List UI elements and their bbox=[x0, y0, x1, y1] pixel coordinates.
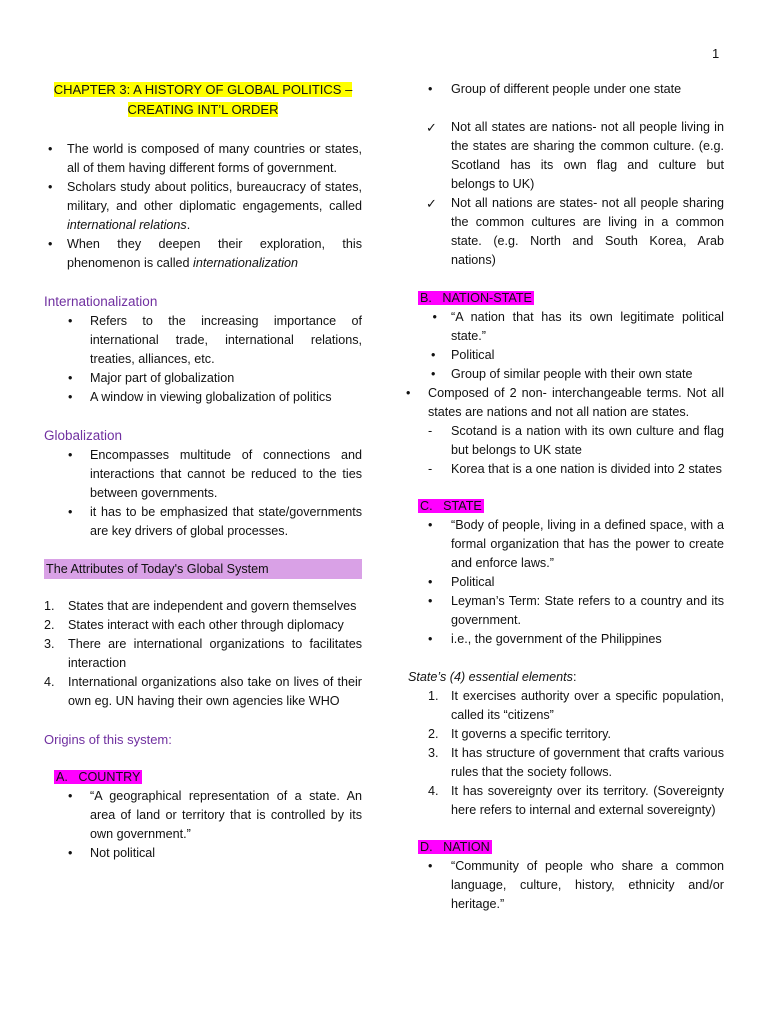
list-number: 4. bbox=[428, 784, 439, 798]
attributes-item: 1. States that are independent and govern themselves bbox=[44, 597, 362, 616]
left-column bbox=[44, 80, 362, 863]
attributes-heading: The Attributes of Today's Global System bbox=[44, 559, 362, 579]
page-number: 1 bbox=[712, 46, 720, 61]
intro-bullet: • The world is composed of many countries or states, all of them having different forms of government. bbox=[48, 142, 362, 175]
country-heading: A. COUNTRY bbox=[56, 770, 141, 784]
state-heading: C. STATE bbox=[420, 499, 482, 513]
country-bullet: • Not political bbox=[44, 844, 362, 863]
essentials-item: 2. It governs a specific territory. bbox=[412, 725, 724, 744]
dash-item: - Korea that is a one nation is divided into 2 states bbox=[412, 460, 724, 479]
bullet-icon: • bbox=[428, 859, 433, 873]
bullet-icon: • bbox=[431, 367, 436, 381]
bullet-icon: • bbox=[406, 386, 411, 400]
nation-bullet: • “Community of people who share a common language, culture, history, ethnicity and/or heritage.” bbox=[428, 859, 724, 911]
checkmark-icon: ✓ bbox=[426, 196, 437, 211]
nation-state-bullet: • “A nation that has its own legitimate political state.” bbox=[429, 310, 724, 343]
bullet-icon: • bbox=[431, 348, 436, 362]
bullet-icon: • bbox=[428, 575, 433, 589]
essentials-item: 4. It has sovereignty over its territory. (Sovereignty here refers to internal and external sovereignty) bbox=[428, 784, 724, 817]
list-number: 1. bbox=[44, 599, 55, 613]
essentials-item: 1. It exercises authority over a specific population, called its “citizens” bbox=[428, 689, 724, 722]
list-number: 2. bbox=[44, 618, 55, 632]
list-number: 2. bbox=[428, 727, 439, 741]
chapter-title-line2: CREATING INT’L ORDER bbox=[127, 102, 279, 117]
bullet-icon: • bbox=[428, 632, 433, 646]
right-column bbox=[406, 80, 724, 914]
attributes-item: 4. International organizations also take on lives of their own eg. UN having their own agencies like WHO bbox=[44, 675, 362, 708]
bullet-icon: • bbox=[428, 518, 433, 532]
globalization-bullet: • it has to be emphasized that state/governments are key drivers of global processes. bbox=[68, 505, 362, 538]
bullet-icon: • bbox=[68, 371, 73, 385]
state-bullet: • i.e., the government of the Philippines bbox=[412, 630, 724, 649]
dash-item: - Scotand is a nation with its own culture and flag but belongs to UK state bbox=[428, 424, 724, 457]
internationalization-bullet: • Major part of globalization bbox=[44, 369, 362, 388]
dash-icon: - bbox=[428, 462, 433, 476]
nation-state-bullet: • Group of similar people with their own state bbox=[412, 365, 724, 384]
bullet-icon: • bbox=[429, 310, 437, 324]
checkmark-icon: ✓ bbox=[426, 120, 437, 135]
bullet-icon: • bbox=[68, 390, 73, 404]
nation-heading: D. NATION bbox=[420, 840, 490, 854]
internationalization-bullet: • A window in viewing globalization of politics bbox=[44, 388, 362, 407]
origins-heading: Origins of this system: bbox=[44, 732, 172, 747]
composed-bullet: • Composed of 2 non- interchangeable terms. Not all states are nations and not all nation are states. bbox=[406, 386, 724, 419]
state-bullet: • Political bbox=[412, 573, 724, 592]
list-number: 3. bbox=[44, 637, 55, 651]
bullet-icon: • bbox=[68, 789, 73, 803]
bullet-icon: • bbox=[68, 846, 73, 860]
check-item: ✓ Not all states are nations- not all people living in the states are sharing the common culture. (e.g. Scotland has its own flag and culture but belongs to UK) bbox=[426, 120, 724, 191]
bullet-icon: • bbox=[48, 180, 53, 194]
list-number: 3. bbox=[428, 746, 439, 760]
right-top-bullet: • Group of different people under one state bbox=[412, 80, 724, 99]
intro-bullet: • Scholars study about politics, bureaucracy of states, military, and other diplomatic engagements, called international relations. bbox=[48, 180, 362, 232]
globalization-bullet: • Encompasses multitude of connections and interactions that cannot be reduced to the ties between governments. bbox=[68, 448, 362, 500]
intro-bullet: • When they deepen their exploration, this phenomenon is called internationalization bbox=[48, 237, 362, 270]
chapter-title-line1: CHAPTER 3: A HISTORY OF GLOBAL POLITICS – bbox=[53, 82, 353, 97]
check-item: ✓ Not all nations are states- not all people sharing the common cultures are living in a common state. (e.g. North and South Korea, Arab nations) bbox=[426, 196, 724, 267]
chapter-title bbox=[44, 80, 362, 120]
globalization-heading: Globalization bbox=[44, 428, 123, 443]
dash-icon: - bbox=[428, 424, 433, 438]
bullet-icon: • bbox=[68, 448, 73, 462]
nation-state-bullet: • Political bbox=[412, 346, 724, 365]
bullet-icon: • bbox=[68, 314, 73, 328]
attributes-item: 3. There are international organizations to facilitates interaction bbox=[44, 637, 362, 670]
bullet-icon: • bbox=[48, 237, 53, 251]
internationalization-heading: Internationalization bbox=[44, 294, 158, 309]
state-bullet: • Leyman’s Term: State refers to a country and its government. bbox=[428, 594, 724, 627]
list-number: 4. bbox=[44, 675, 55, 689]
nation-state-heading: B. NATION-STATE bbox=[420, 291, 532, 305]
essentials-heading: State’s (4) essential elements: bbox=[408, 670, 577, 684]
state-bullet: • “Body of people, living in a defined space, with a formal organization that has the power to create and enforce laws.” bbox=[428, 518, 724, 570]
country-bullet: • “A geographical representation of a state. An area of land or territory that is controlled by its own government.” bbox=[68, 789, 362, 841]
attributes-item: 2. States interact with each other through diplomacy bbox=[44, 616, 362, 635]
list-number: 1. bbox=[428, 689, 439, 703]
essentials-item: 3. It has structure of government that crafts various rules that the society follows. bbox=[428, 746, 724, 779]
bullet-icon: • bbox=[428, 594, 433, 608]
internationalization-bullet: • Refers to the increasing importance of international trade, international relations, treaties, alliances, etc. bbox=[68, 314, 362, 366]
bullet-icon: • bbox=[68, 505, 73, 519]
bullet-icon: • bbox=[48, 142, 53, 156]
bullet-icon: • bbox=[428, 82, 433, 96]
